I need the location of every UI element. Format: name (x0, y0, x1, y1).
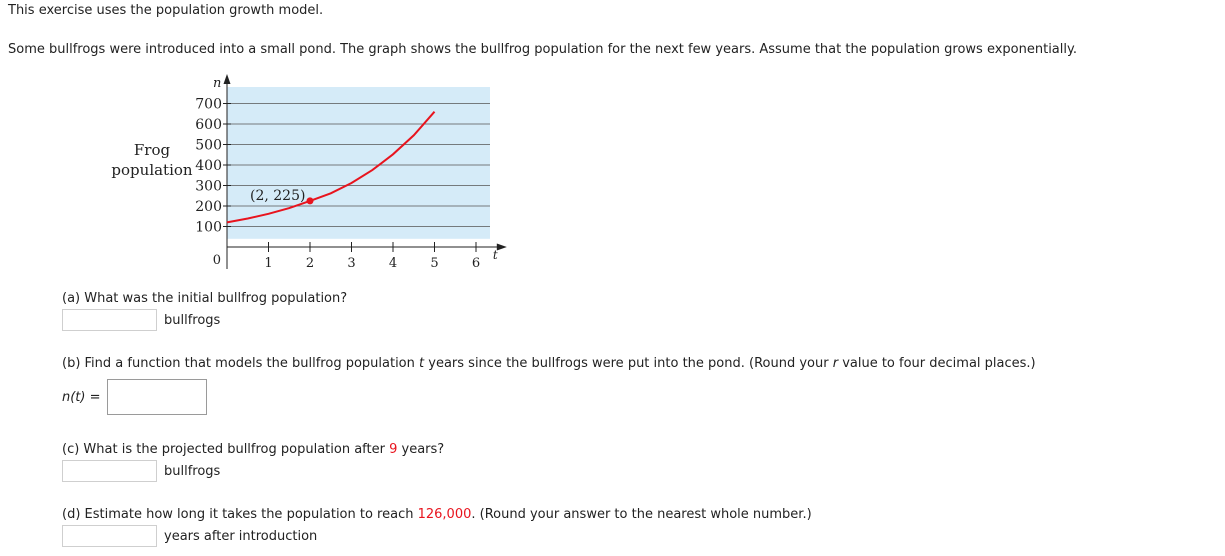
part-c-unit: bullfrogs (164, 464, 221, 479)
part-d-question-post: . (Round your answer to the nearest whole number.) (471, 507, 812, 522)
origin-label: 0 (212, 253, 221, 268)
x-axis-arrow (497, 244, 507, 251)
x-tick-label: 4 (388, 256, 398, 271)
highlight-point (307, 197, 314, 204)
part-b-var-r: r (832, 356, 839, 371)
intro-text: This exercise uses the population growth model. (8, 3, 324, 18)
y-tick-label: 600 (195, 117, 222, 133)
x-tick-label: 2 (305, 256, 315, 271)
x-axis-variable: t (492, 248, 498, 262)
y-tick-label: 300 (195, 178, 222, 195)
y-tick-label: 400 (195, 158, 222, 174)
part-b-fn-name: n(t) (62, 390, 86, 405)
part-c-question-pre: (c) What is the projected bullfrog population after (62, 442, 390, 457)
part-b-question (62, 356, 1036, 371)
part-a-unit: bullfrogs (164, 313, 221, 328)
plot-background (227, 87, 490, 239)
population-chart (0, 76, 510, 271)
part-b-question-post: value to four decimal places.) (838, 356, 1036, 371)
part-c-years-value: 9 (389, 442, 398, 457)
part-b-equals: = (89, 390, 101, 405)
x-axis-ticks (264, 242, 480, 271)
x-tick-label: 1 (264, 256, 273, 271)
part-b-answer-input[interactable] (107, 379, 207, 415)
y-tick-label: 200 (195, 199, 222, 215)
y-axis-arrow (224, 74, 231, 84)
y-axis-label-line2: population (111, 161, 193, 179)
part-d-target-value: 126,000 (417, 507, 472, 522)
part-d-question-pre: (d) Estimate how long it takes the population to reach (62, 507, 418, 522)
part-d-question (62, 507, 812, 522)
x-tick-label: 6 (471, 256, 481, 271)
problem-statement: Some bullfrogs were introduced into a small pond. The graph shows the bullfrog population for the next few years. Assume that the population grows exponentially. (8, 42, 1077, 57)
part-d-unit: years after introduction (164, 529, 318, 544)
y-axis-label-line1: Frog (133, 141, 171, 159)
y-tick-label: 500 (195, 137, 222, 154)
part-a-question: (a) What was the initial bullfrog population? (62, 291, 348, 306)
y-tick-label: 700 (195, 96, 222, 113)
highlight-point-label: (2, 225) (250, 187, 306, 204)
y-tick-label: 100 (195, 219, 222, 236)
part-b-function-label (62, 390, 101, 405)
part-a-answer-input[interactable] (62, 309, 157, 331)
x-tick-label: 3 (347, 256, 356, 271)
part-c-answer-input[interactable] (62, 460, 157, 482)
part-b-question-mid: years since the bullfrogs were put into the pond. (Round your (424, 356, 833, 371)
part-b-question-pre: (b) Find a function that models the bullfrog population (62, 356, 420, 371)
part-c-question (62, 442, 444, 457)
y-axis-ticks (195, 97, 231, 236)
part-b-var-t: t (419, 356, 425, 371)
y-axis-variable: n (213, 76, 222, 91)
part-c-question-post: years? (397, 442, 445, 457)
x-tick-label: 5 (430, 256, 439, 271)
part-d-answer-input[interactable] (62, 525, 157, 547)
